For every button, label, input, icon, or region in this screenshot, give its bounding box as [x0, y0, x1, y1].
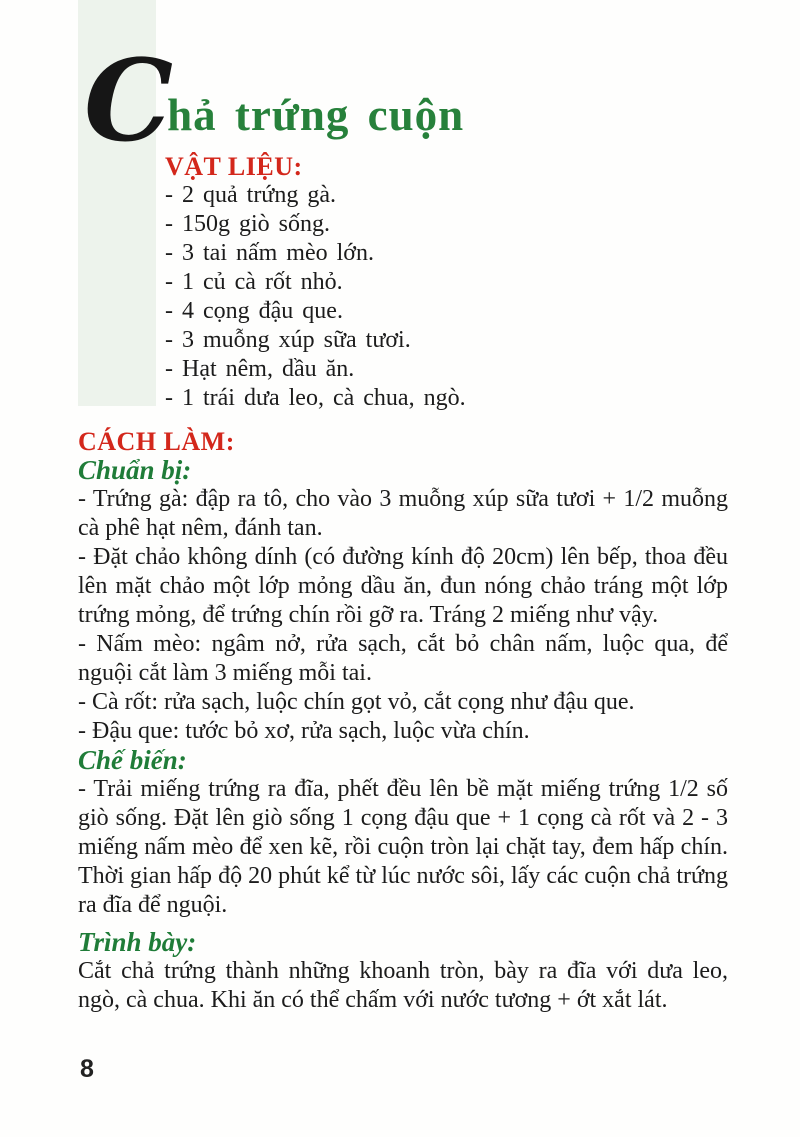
ingredient-item: - 2 quả trứng gà. [165, 182, 336, 208]
ingredient-item: - 4 cọng đậu que. [165, 298, 343, 324]
paragraph: - Trứng gà: đập ra tô, cho vào 3 muỗng xúp sữa tươi + 1/2 muỗng cà phê hạt nêm, đánh tan. [78, 486, 728, 541]
ingredient-item: - 150g giò sống. [165, 211, 330, 237]
paragraph: Cắt chả trứng thành những khoanh tròn, bày ra đĩa với dưa leo, ngò, cà chua. Khi ăn có thể chấm với nước tương + ớt xắt lát. [78, 958, 728, 1013]
paragraph: - Nấm mèo: ngâm nở, rửa sạch, cắt bỏ chân nấm, luộc qua, để nguội cắt làm 3 miếng mỗi tai. [78, 631, 728, 686]
ingredient-item: - 1 trái dưa leo, cà chua, ngò. [165, 385, 466, 411]
section-heading-preparation: Chuẩn bị: [78, 455, 192, 485]
ingredient-item: - Hạt nêm, dầu ăn. [165, 356, 355, 382]
method-heading: CÁCH LÀM: [78, 427, 235, 456]
paragraph: - Trải miếng trứng ra đĩa, phết đều lên bề mặt miếng trứng 1/2 số giò sống. Đặt lên giò sống 1 cọng đậu que + 1 cọng cà rốt và 2 - 3 miếng nấm mèo để xen kẽ, rồi cuộn tròn lại chặt tay, đem hấp chín. Thời gian hấp độ 20 phút kể từ lúc nước sôi, lấy các cuộn chả trứng ra đĩa để nguội. [78, 776, 728, 918]
section-heading-serving: Trình bày: [78, 927, 197, 957]
title-drop-cap: C [84, 36, 168, 167]
section-heading-cooking: Chế biến: [78, 745, 187, 775]
ingredients-list [165, 181, 728, 413]
ingredient-item: - 1 củ cà rốt nhỏ. [165, 269, 343, 295]
paragraph: - Đậu que: tước bỏ xơ, rửa sạch, luộc vừa chín. [78, 718, 530, 744]
ingredients-heading: VẬT LIỆU: [165, 152, 303, 181]
title-text: hả trứng cuộn [167, 90, 465, 140]
ingredient-item: - 3 muỗng xúp sữa tươi. [165, 327, 411, 353]
paragraph: - Cà rốt: rửa sạch, luộc chín gọt vỏ, cắt cọng như đậu que. [78, 689, 635, 715]
page-number: 8 [80, 1055, 94, 1083]
ingredient-item: - 3 tai nấm mèo lớn. [165, 240, 374, 266]
paragraph: - Đặt chảo không dính (có đường kính độ 20cm) lên bếp, thoa đều lên mặt chảo một lớp mỏng dầu ăn, đun nóng chảo tráng một lớp trứng mỏng, để trứng chín rồi gỡ ra. Tráng 2 miếng như vậy. [78, 544, 728, 628]
